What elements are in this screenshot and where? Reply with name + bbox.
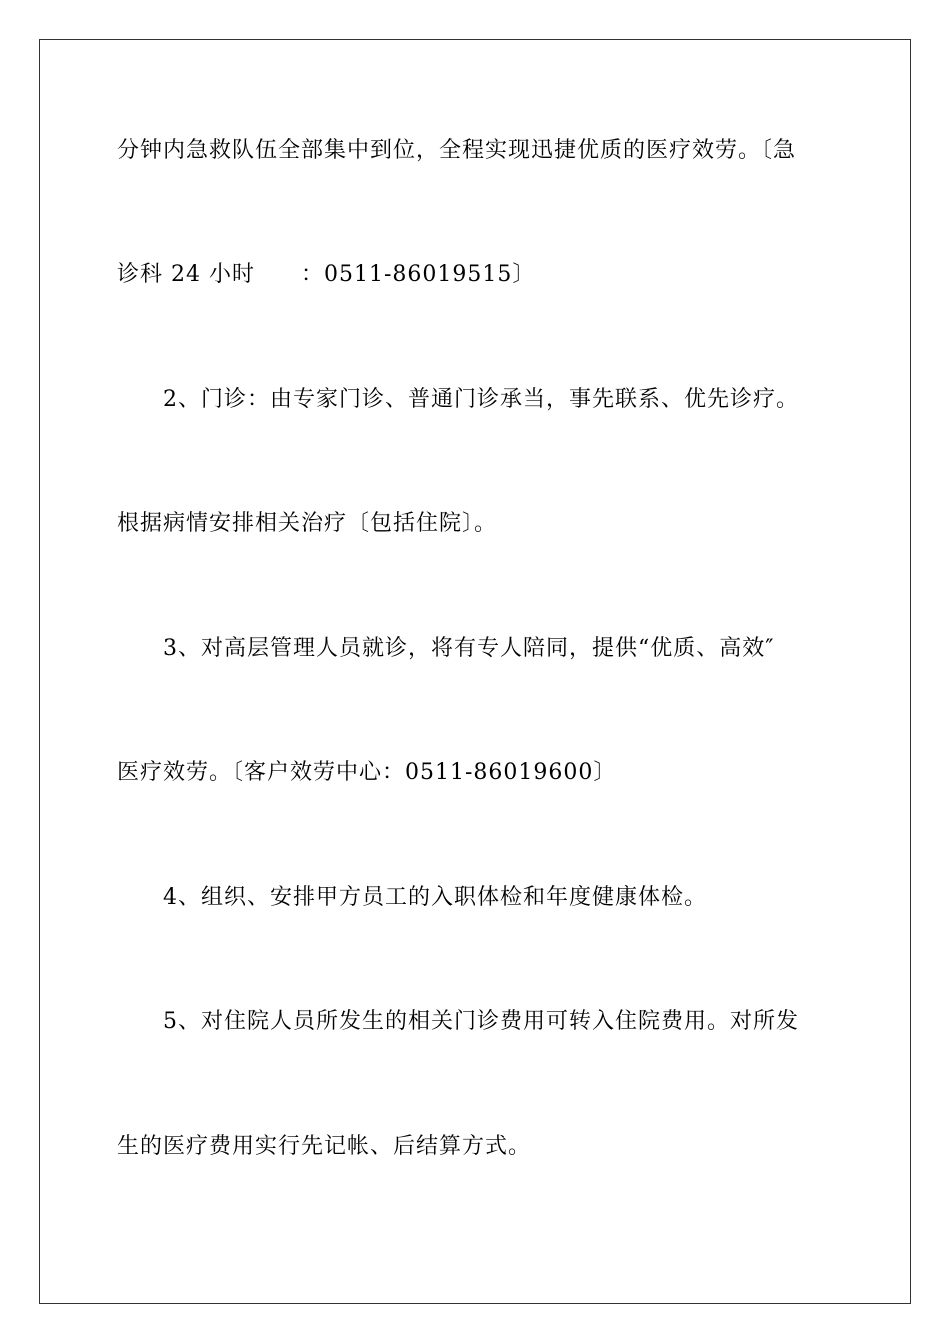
page-border <box>39 39 911 1304</box>
paragraph-1-line-2: 诊科 24 小时 ：0511-86019515〕 <box>117 262 536 287</box>
paragraph-2-line-2: 根据病情安排相关治疗〔包括住院〕。 <box>117 511 498 536</box>
paragraph-2-line-1: 2、门诊：由专家门诊、普通门诊承当，事先联系、优先诊疗。 <box>163 387 799 412</box>
paragraph-4-line-1: 4、组织、安排甲方员工的入职体检和年度健康体检。 <box>163 885 707 910</box>
paragraph-3-line-2: 医疗效劳。〔客户效劳中心：0511-86019600〕 <box>117 760 617 785</box>
paragraph-5-line-1: 5、对住院人员所发生的相关门诊费用可转入住院费用。对所发 <box>163 1009 799 1034</box>
paragraph-3-line-1: 3、对高层管理人员就诊，将有专人陪同，提供“优质、高效″ <box>163 636 775 661</box>
paragraph-1-line-1: 分钟内急救队伍全部集中到位，全程实现迅捷优质的医疗效劳。〔急 <box>117 138 797 163</box>
paragraph-5-line-2: 生的医疗费用实行先记帐、后结算方式。 <box>117 1134 532 1159</box>
